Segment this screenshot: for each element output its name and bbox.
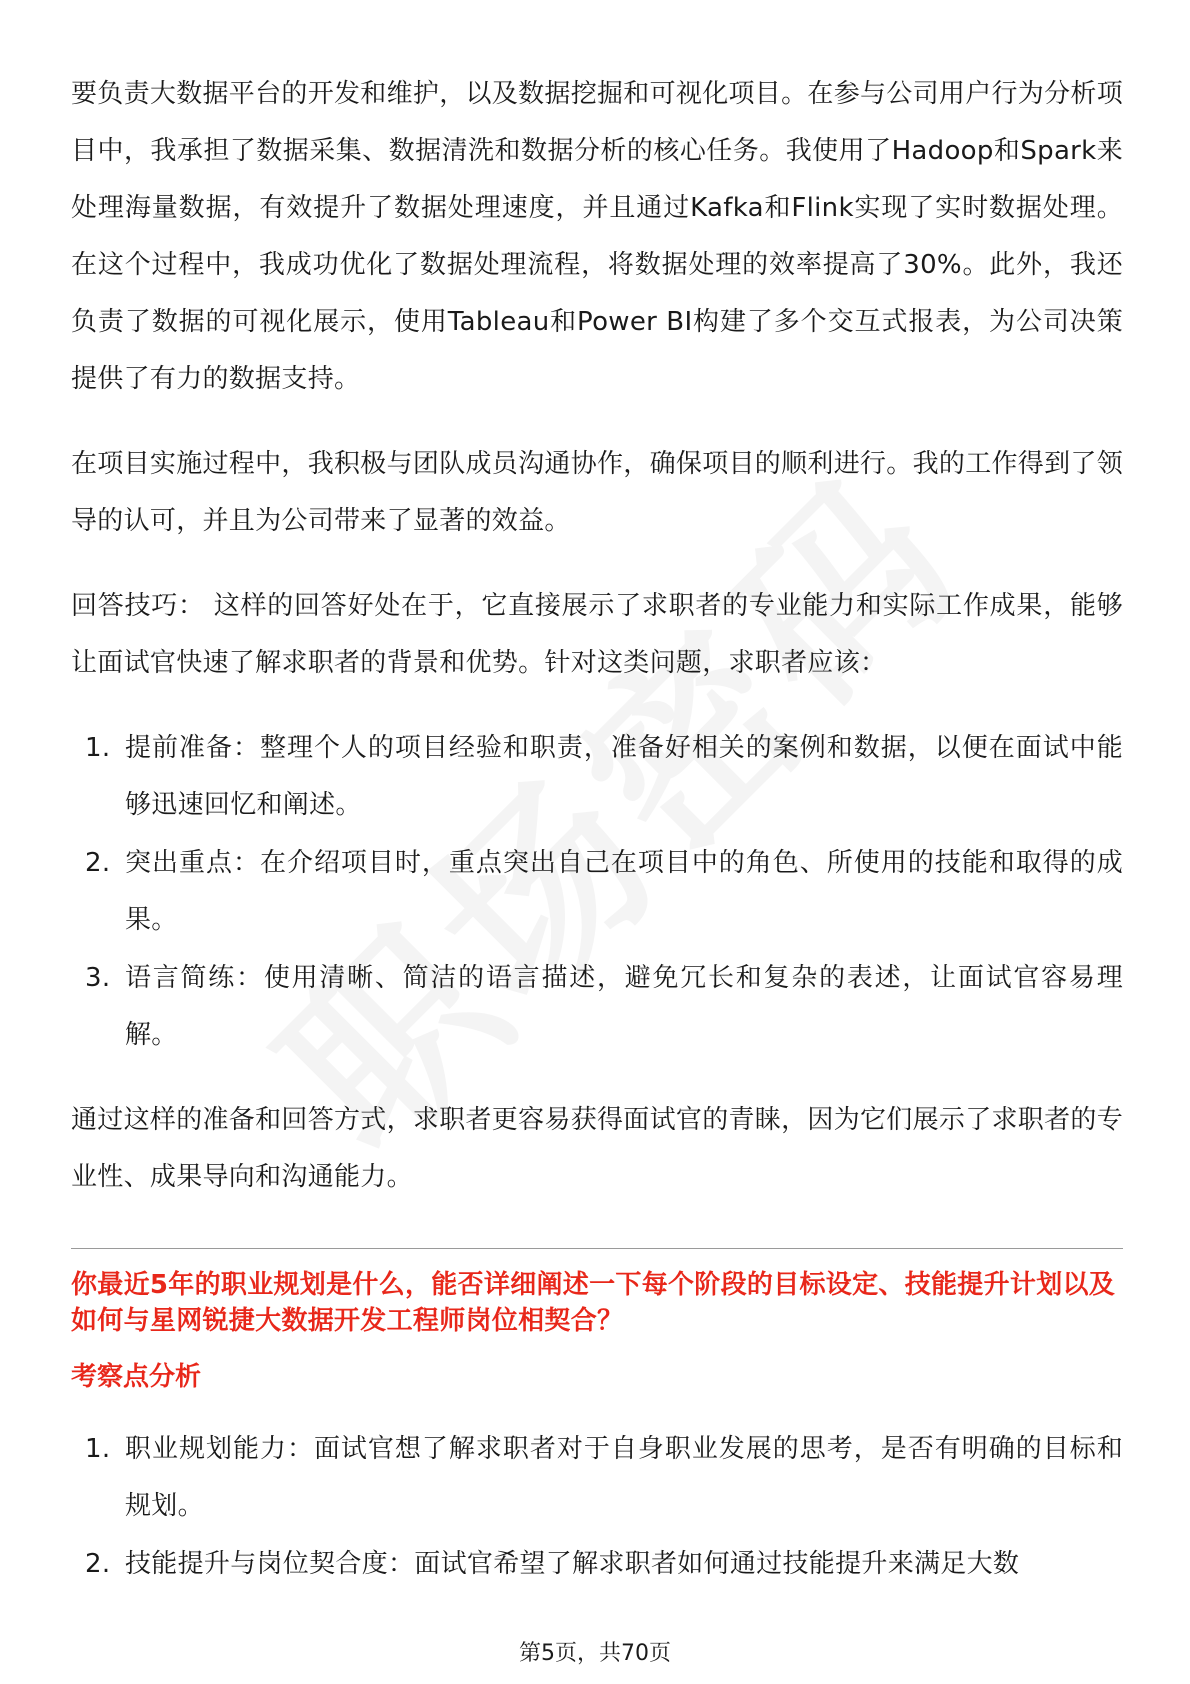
interview-question: 你最近5年的职业规划是什么，能否详细阐述一下每个阶段的目标设定、技能提升计划以及如何与星网锐捷大数据开发工程师岗位相契合？ <box>71 1270 1116 1336</box>
analysis-heading: 考察点分析 <box>71 1362 202 1392</box>
paragraph-closing: 通过这样的准备和回答方式，求职者更容易获得面试官的青睐，因为它们展示了求职者的专业性、成果导向和沟通能力。 <box>71 1105 1124 1192</box>
list-number: 1. <box>85 1434 111 1464</box>
list-item <box>71 720 1123 834</box>
paragraph-project-experience: 要负责大数据平台的开发和维护，以及数据挖掘和可视化项目。在参与公司用户行为分析项目中，我承担了数据采集、数据清洗和数据分析的核心任务。我使用了Hadoop和Spark来处理海量数据，有效提升了数据处理速度，并且通过Kafka和Flink实现了实时数据处理。在这个过程中，我成功优化了数据处理流程，将数据处理的效率提高了30%。此外，我还负责了数据的可视化展示，使用Tableau和Power BI构建了多个交互式报表，为公司决策提供了有力的数据支持。 <box>71 79 1124 394</box>
list-number: 2. <box>85 1549 111 1579</box>
list-text: 语言简练：使用清晰、简洁的语言描述，避免冗长和复杂的表述，让面试官容易理解。 <box>125 963 1123 1050</box>
list-text: 提前准备：整理个人的项目经验和职责，准备好相关的案例和数据，以便在面试中能够迅速回忆和阐述。 <box>125 733 1123 820</box>
list-number: 3. <box>85 963 111 993</box>
list-text: 技能提升与岗位契合度：面试官希望了解求职者如何通过技能提升来满足大数 <box>125 1549 1020 1579</box>
tips-list <box>71 720 1123 1064</box>
page-footer: 第5页，共70页 <box>519 1641 671 1666</box>
document-body <box>71 66 1123 1621</box>
list-item <box>71 950 1123 1064</box>
list-text: 突出重点：在介绍项目时，重点突出自己在项目中的角色、所使用的技能和取得的成果。 <box>125 848 1123 935</box>
analysis-list <box>71 1421 1123 1593</box>
section-divider <box>71 1248 1123 1249</box>
list-number: 1. <box>85 733 111 763</box>
list-text: 职业规划能力：面试官想了解求职者对于自身职业发展的思考，是否有明确的目标和规划。 <box>125 1434 1123 1521</box>
list-item <box>71 835 1123 949</box>
paragraph-teamwork: 在项目实施过程中，我积极与团队成员沟通协作，确保项目的顺利进行。我的工作得到了领导的认可，并且为公司带来了显著的效益。 <box>71 449 1124 536</box>
list-item <box>71 1421 1123 1535</box>
list-number: 2. <box>85 848 111 878</box>
paragraph-answer-tips: 回答技巧： 这样的回答好处在于，它直接展示了求职者的专业能力和实际工作成果，能够让面试官快速了解求职者的背景和优势。针对这类问题，求职者应该： <box>71 591 1123 678</box>
list-item <box>71 1536 1123 1593</box>
